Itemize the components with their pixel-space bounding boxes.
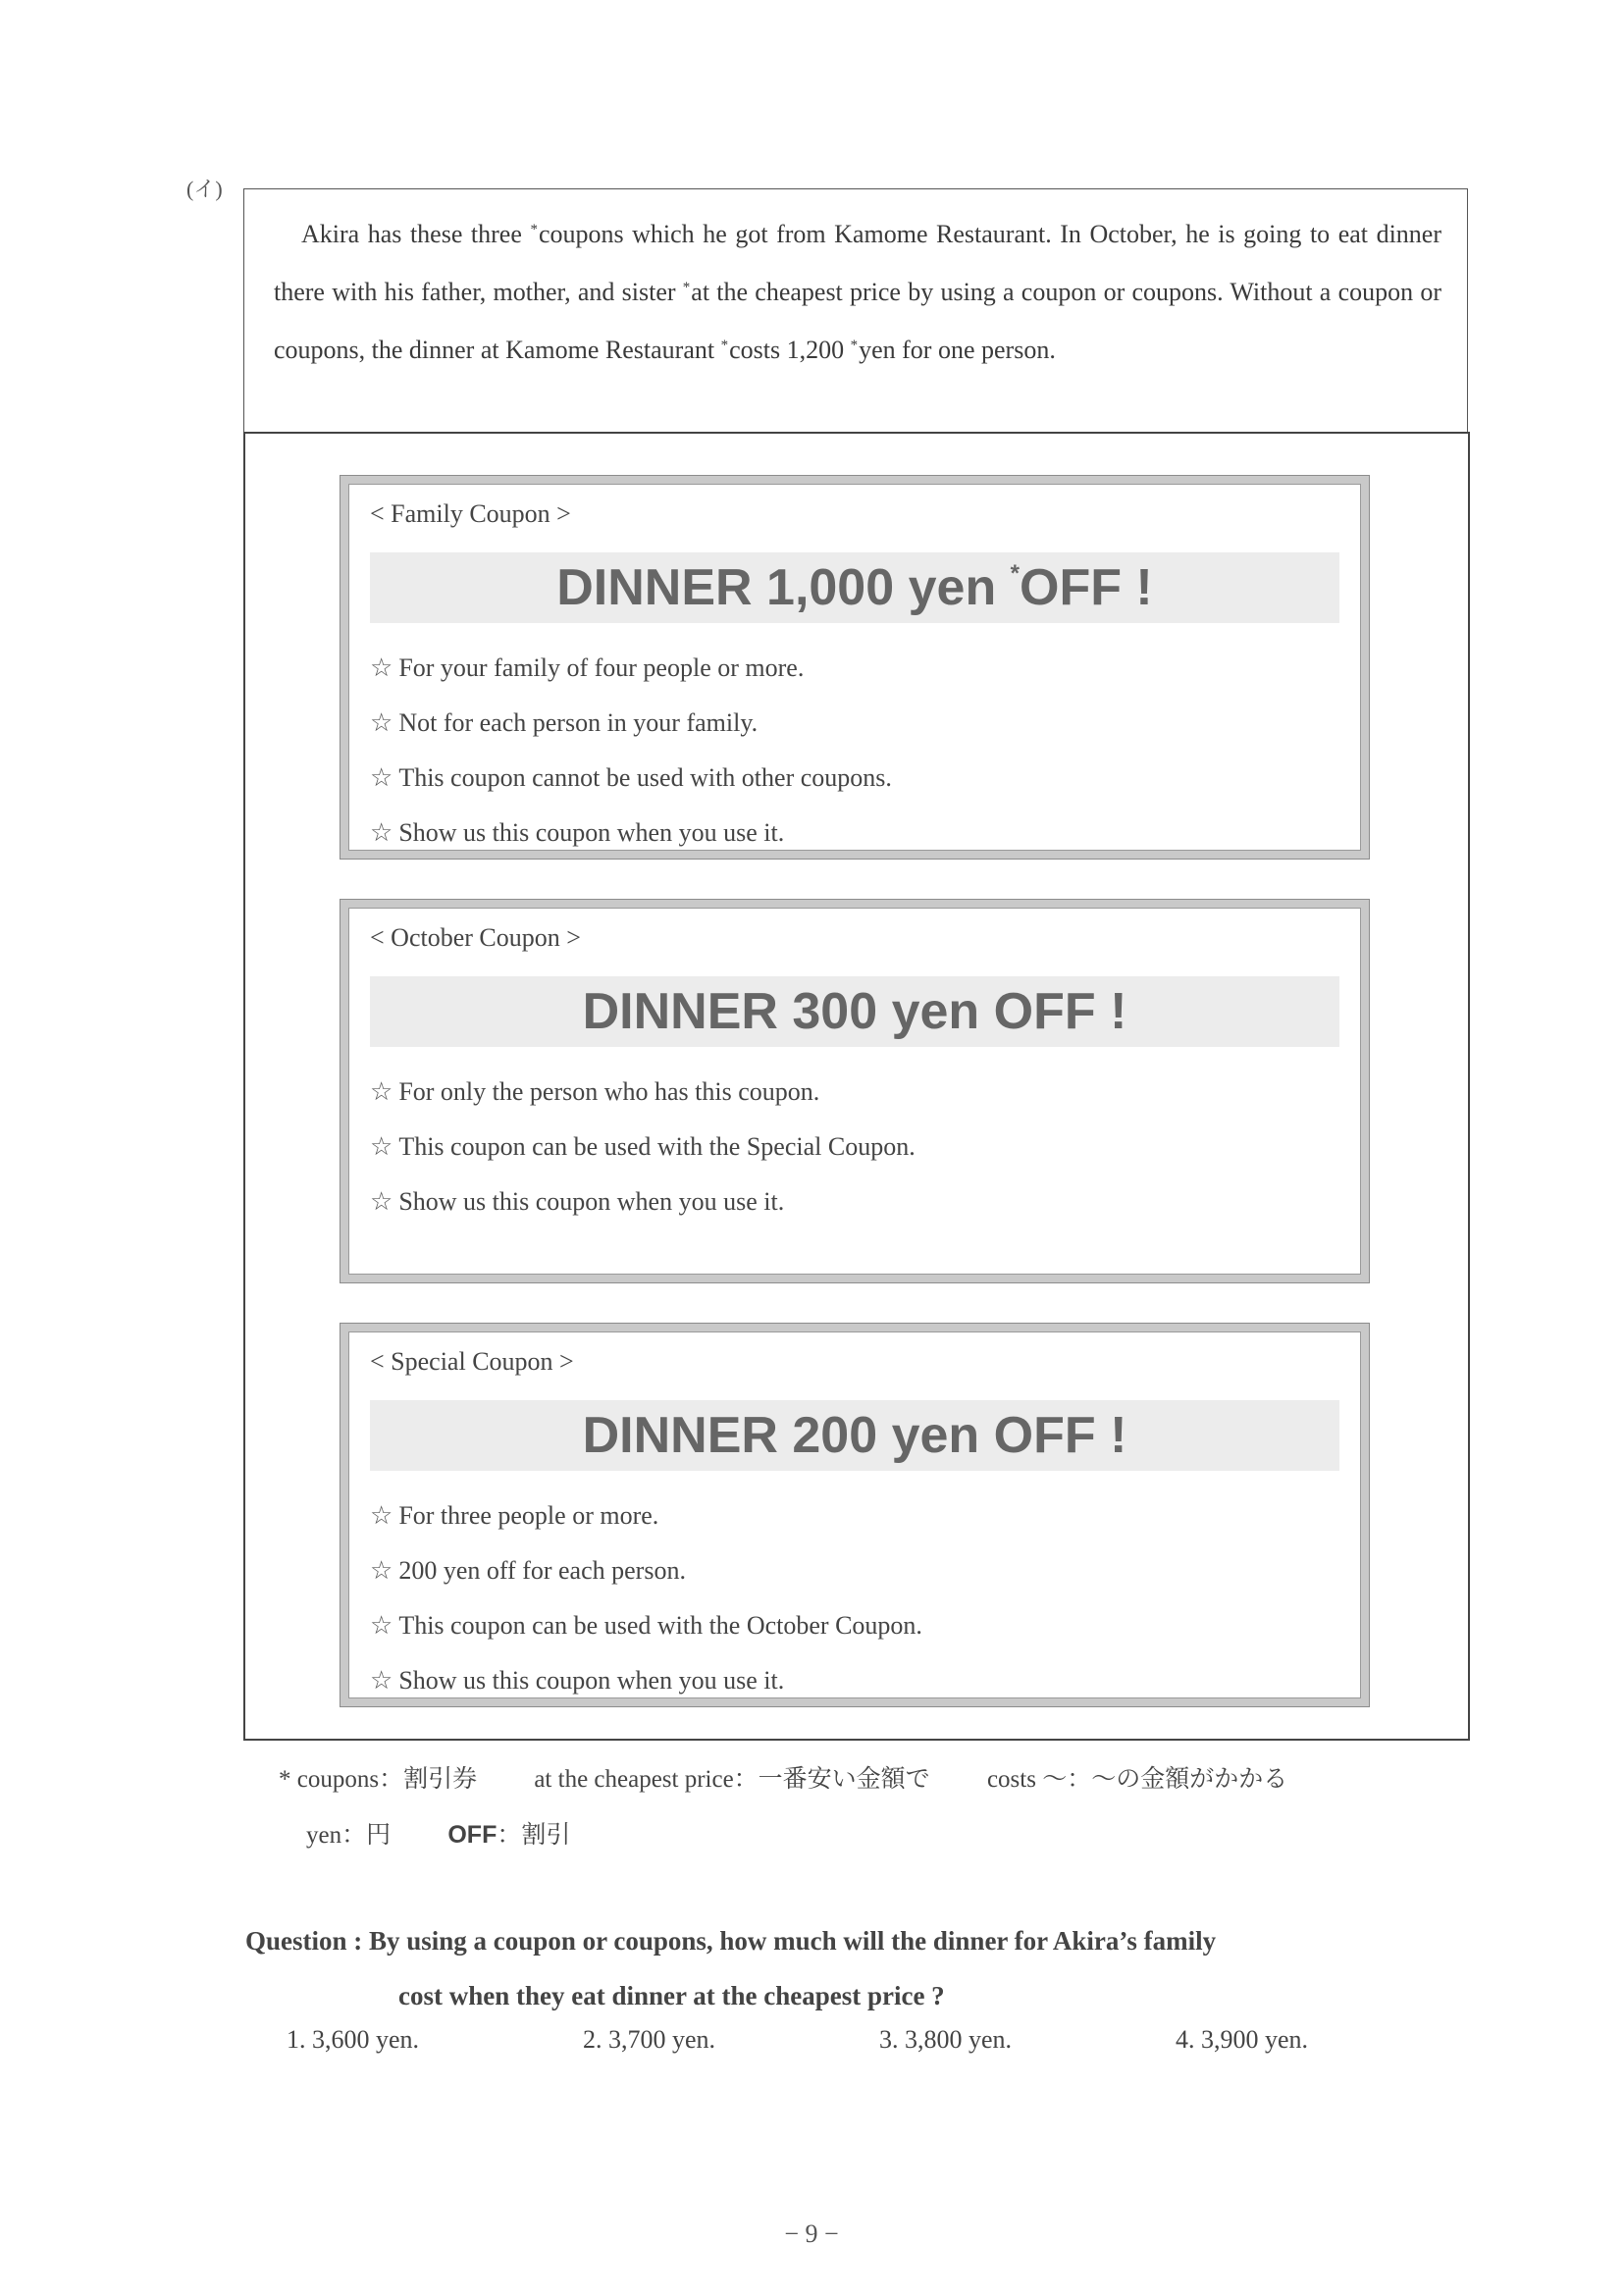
coupon-frame: [243, 432, 1470, 1741]
choice-3[interactable]: 3. 3,800 yen.: [879, 2025, 1013, 2054]
rule-item: ☆ This coupon can be used with the Special Coupon.: [370, 1132, 916, 1162]
intro-paragraph: [274, 203, 1441, 377]
star-icon: ☆: [370, 818, 393, 848]
star-icon: ☆: [370, 1501, 393, 1531]
headline-band: [370, 1400, 1339, 1471]
asterisk-mark: *: [530, 222, 538, 237]
rule-item: ☆ 200 yen off for each person.: [370, 1556, 686, 1586]
glossary: [279, 1752, 1287, 1863]
intro-text-c: at the cheapest price by using a coupon or coupons. Without a coupon or coupons, the dinner at Kamome Restaurant: [274, 278, 1441, 364]
coupon-rules: [370, 1488, 922, 1708]
glossary-term: OFF: [447, 1821, 497, 1849]
intro-text-b: coupons which he got from Kamome Restaurant. In October, he is going to eat dinner there with his father, mother, and sister: [274, 220, 1441, 306]
star-icon: ☆: [370, 1611, 393, 1641]
coupon-label: < Special Coupon >: [370, 1347, 574, 1376]
special-coupon: [340, 1323, 1370, 1707]
asterisk-mark: *: [1010, 560, 1020, 587]
star-icon: ☆: [370, 1666, 393, 1696]
page-number: − 9 −: [784, 2219, 839, 2248]
star-icon: ☆: [370, 1187, 393, 1217]
rule-item: ☆ For three people or more.: [370, 1501, 659, 1531]
asterisk-mark: *: [850, 338, 859, 353]
rule-item: ☆ This coupon can be used with the October Coupon.: [370, 1611, 922, 1641]
star-icon: ☆: [370, 1556, 393, 1586]
glossary-row: [279, 1752, 1287, 1807]
rule-item: ☆ Show us this coupon when you use it.: [370, 1666, 785, 1696]
question-line: Question : By using a coupon or coupons, how much will the dinner for Akira’s family: [245, 1926, 1217, 1956]
star-icon: ☆: [370, 1132, 393, 1162]
glossary-definition: ：割引: [497, 1822, 571, 1849]
coupon-label: < Family Coupon >: [370, 499, 571, 528]
glossary-term: costs 〜：〜の金額がかかる: [986, 1766, 1288, 1793]
coupon-headline: DINNER 300 yen OFF !: [582, 983, 1127, 1040]
section-label: (イ): [186, 177, 223, 201]
headline-band: [370, 976, 1339, 1047]
october-coupon: [340, 899, 1370, 1283]
star-icon: ☆: [370, 1077, 393, 1107]
star-icon: ☆: [370, 763, 393, 793]
asterisk-mark: *: [720, 338, 729, 353]
coupon-headline: DINNER 1,000 yen *OFF !: [556, 559, 1153, 616]
family-coupon: [340, 475, 1370, 860]
coupon-headline: DINNER 200 yen OFF !: [582, 1407, 1127, 1464]
headline-band: [370, 552, 1339, 623]
intro-text-e: yen for one person.: [859, 336, 1056, 364]
star-icon: ☆: [370, 708, 393, 738]
intro-text-d: costs 1,200: [729, 336, 851, 364]
asterisk-mark: *: [682, 280, 691, 295]
rule-item: ☆ Show us this coupon when you use it.: [370, 818, 785, 848]
choice-4[interactable]: 4. 3,900 yen.: [1176, 2025, 1309, 2054]
rule-item: ☆ Show us this coupon when you use it.: [370, 1187, 785, 1217]
coupon-rules: [370, 641, 892, 861]
glossary-term: yen：円: [306, 1822, 392, 1849]
intro-text-a: Akira has these three: [301, 220, 531, 248]
glossary-row: [279, 1807, 1287, 1863]
question: [245, 1913, 1482, 2023]
coupon-label: < October Coupon >: [370, 923, 581, 952]
rule-item: ☆ For only the person who has this coupon.: [370, 1077, 820, 1107]
choice-2[interactable]: 2. 3,700 yen.: [583, 2025, 716, 2054]
rule-item: ☆ For your family of four people or more.: [370, 653, 805, 683]
coupon-rules: [370, 1065, 916, 1229]
question-line: cost when they eat dinner at the cheapest price ?: [398, 1981, 945, 2010]
intro-box: [243, 188, 1468, 432]
rule-item: ☆ Not for each person in your family.: [370, 708, 759, 738]
star-icon: ☆: [370, 653, 393, 683]
choice-1[interactable]: 1. 3,600 yen.: [287, 2025, 420, 2054]
glossary-term: coupons：割引券: [296, 1766, 478, 1793]
rule-item: ☆ This coupon cannot be used with other coupons.: [370, 763, 892, 793]
asterisk-mark: *: [279, 1766, 291, 1793]
glossary-term: at the cheapest price：一番安い金額で: [534, 1766, 930, 1793]
